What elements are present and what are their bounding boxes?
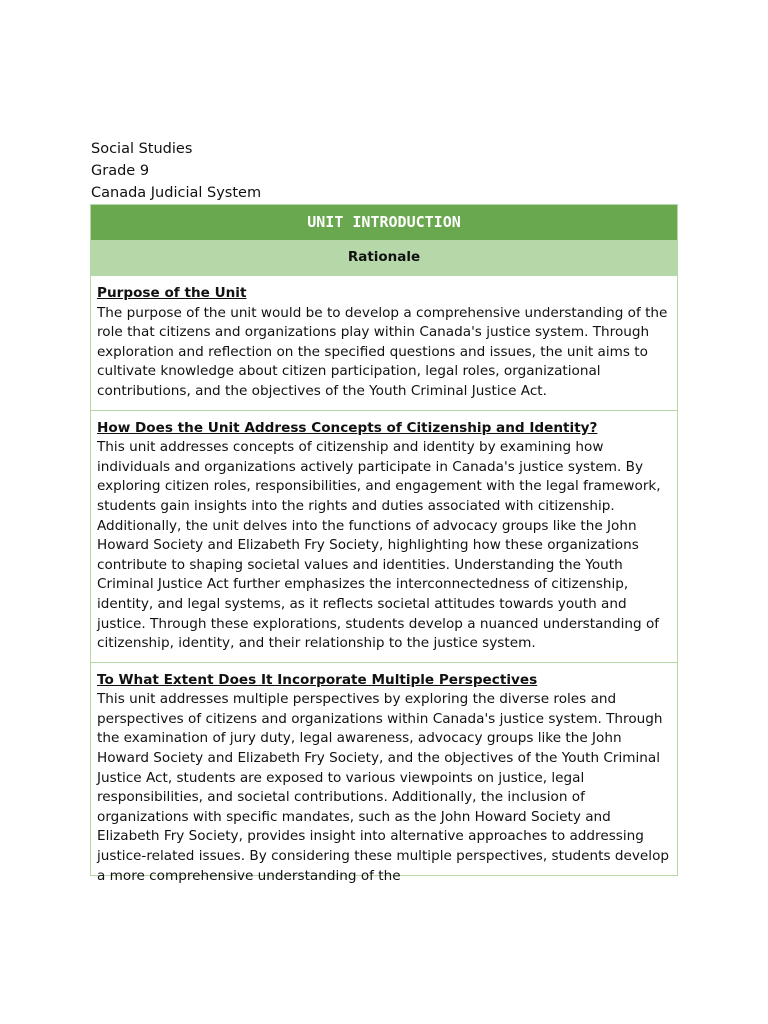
section-purpose <box>91 275 677 410</box>
section-body: The purpose of the unit would be to develop a comprehensive understanding of the role that citizens and organizations play within Canada's justice system. Through exploration and reflection on the specified questions and issues, the unit aims to cultivate knowledge about citizen participation, legal roles, organizational contributions, and the objectives of the Youth Criminal Justice Act. <box>97 304 668 399</box>
table-title: UNIT INTRODUCTION <box>91 205 677 241</box>
section-body: This unit addresses concepts of citizenship and identity by examining how individuals and organizations actively participate in Canada's justice system. By exploring citizen roles, responsibilities, and engagement with the legal framework, students gain insights into the rights and duties associated with citizenship. Additionally, the unit delves into the functions of advocacy groups like the John Howard Society and Elizabeth Fry Society, highlighting how these organizations contribute to shaping societal values and identities. Understanding the Youth Criminal Justice Act further emphasizes the interconnectedness of citizenship, identity, and legal systems, as it reflects societal attitudes towards youth and justice. Through these explorations, students develop a nuanced understanding of citizenship, identity, and their relationship to the justice system. <box>97 439 661 652</box>
document-header <box>91 138 261 204</box>
section-heading: To What Extent Does It Incorporate Multiple Perspectives <box>97 671 538 688</box>
table-subtitle: Rationale <box>91 241 677 275</box>
section-citizenship-identity <box>91 410 677 662</box>
subject-line: Social Studies <box>91 141 193 157</box>
section-multiple-perspectives <box>91 662 677 884</box>
topic-line: Canada Judicial System <box>91 185 262 201</box>
grade-line: Grade 9 <box>91 163 150 179</box>
section-heading: How Does the Unit Address Concepts of Citizenship and Identity? <box>97 419 598 436</box>
section-heading: Purpose of the Unit <box>97 285 247 301</box>
section-body: This unit addresses multiple perspectives by exploring the diverse roles and perspectives of citizens and organizations within Canada's justice system. Through the examination of jury duty, legal awareness, advocacy groups like the John Howard Society and Elizabeth Fry Society, and the objectives of the Youth Criminal Justice Act, students are exposed to various viewpoints on justice, legal responsibilities, and societal contributions. Additionally, the inclusion of organizations with specific mandates, such as the John Howard Society and Elizabeth Fry Society, provides insight into alternative approaches to addressing justice-related issues. By considering these multiple perspectives, students develop a more comprehensive understanding of the <box>97 691 670 884</box>
unit-introduction-table <box>90 204 678 884</box>
